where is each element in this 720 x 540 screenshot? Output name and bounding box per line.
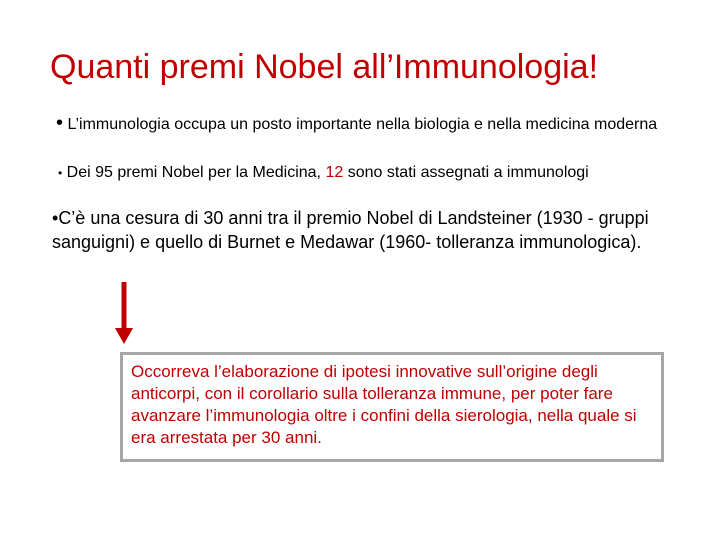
callout-box bbox=[120, 352, 664, 462]
bullet-item-1 bbox=[56, 112, 696, 136]
bullet-text-2-start: Dei 95 premi Nobel per la Medicina, bbox=[66, 164, 321, 181]
bullet-text-3: C’è una cesura di 30 anni tra il premio Nobel di Landsteiner (1930 - gruppi sanguigni) e quello di Burnet e Medawar (1960- tolleranza immunologica). bbox=[52, 208, 649, 252]
bullet-text-2-end: sono stati assegnati a immunologi bbox=[347, 164, 589, 181]
bullet-item-3 bbox=[52, 206, 672, 254]
bullet-marker: • bbox=[52, 208, 59, 228]
bullet-item-2 bbox=[58, 162, 708, 184]
arrow-down-icon bbox=[114, 282, 134, 344]
bullet-marker: • bbox=[58, 166, 63, 180]
bullet-marker: • bbox=[56, 112, 64, 134]
bullet-text-1: L’immunologia occupa un posto importante nella biologia e nella medicina moderna bbox=[67, 116, 658, 133]
nobel-count-highlight: 12 bbox=[325, 164, 344, 181]
slide-title: Quanti premi Nobel all’Immunologia! bbox=[50, 48, 599, 86]
callout-text: Occorreva l’elaborazione di ipotesi innovative sull’origine degli anticorpi, con il corollario sulla tolleranza immune, per poter fare avanzare l’immunologia oltre i confini della sierologia, nella quale si era arrestata per 30 anni. bbox=[131, 362, 637, 447]
